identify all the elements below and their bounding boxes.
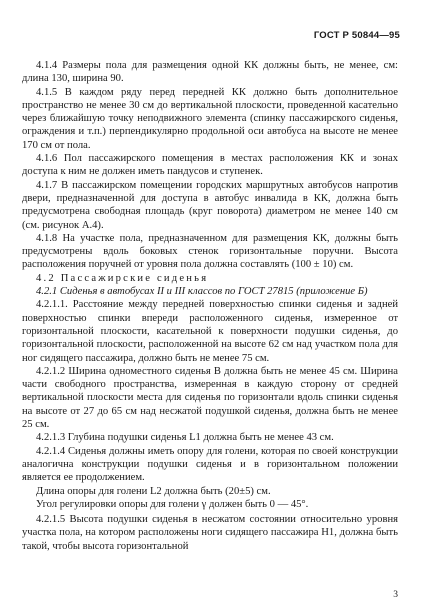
paragraph-leg-support-angle: Угол регулировки опоры для голени γ должен быть 0 — 45°. [36, 498, 309, 510]
paragraph-4-2-1-3: 4.2.1.3 Глубина подушки сиденья L1 должна быть не менее 43 см. [36, 432, 334, 444]
paragraph-4-2-1-5: 4.2.1.5 Высота подушки сиденья в несжатом состоянии относительно уровня участка пола, на котором расположены ноги сидящего пассажира H1, должна быть такой, чтобы высота горизонтальной [22, 514, 398, 552]
page-number: 3 [393, 590, 398, 600]
paragraph-4-1-5: 4.1.5 В каждом ряду перед передней КК должно быть дополнительное пространство не менее 30 см до вертикальной плоскости, проведенной касательно через ближайшую точку неподвижного элемента (спинку пассажирского сиденья, ограждения и т.п.) перпендикулярно продольной оси автобуса на высоте не менее 170 см от пола. [22, 86, 398, 151]
paragraph-4-1-8: 4.1.8 На участке пола, предназначенном для размещения КК, должны быть предусмотрены вдоль боковых стенок горизонтальные поручни. Высота расположения поручней от уровня пола должна составлять (100 ± 10) см. [22, 232, 398, 271]
paragraph-4-1-4: 4.1.4 Размеры пола для размещения одной КК должны быть, не менее, см: длина 130, ширина 90. [22, 60, 398, 85]
document-body [22, 59, 398, 553]
standard-header: ГОСТ Р 50844—95 [313, 30, 400, 41]
paragraph-4-2-1-4: 4.2.1.4 Сиденья должны иметь опору для голени, которая по своей конструкции аналогична конструкции подушки сиденья и в горизонтальном положении является ее продолжением. [22, 445, 398, 484]
paragraph-4-2-1-2: 4.2.1.2 Ширина одноместного сиденья B должна быть не менее 45 см. Ширина части свободного пространства, измеренная в каждую сторону от средней вертикальной плоскости места для сиденья по горизонтали вдоль спинки сиденья на высоте от 27 до 65 см над несжатой подушкой сиденья, должна быть не менее 25 см. [22, 365, 398, 431]
paragraph-4-2-1-1: 4.2.1.1. Расстояние между передней поверхностью спинки сиденья и задней поверхностью спинки впереди расположенного сиденья, измеренное от горизонтальной плоскости, касательной к поверхности подушки сиденья, до горизонтальной плоскости, расположенной на высоте 62 см над участком пола для ног сидящего пассажира, должно быть не менее 75 см. [22, 299, 398, 364]
paragraph-4-1-6: 4.1.6 Пол пассажирского помещения в местах расположения КК и зонах доступа к ним не должен иметь пандусов и ступенек. [22, 153, 398, 178]
section-heading-4-2: 4.2 Пассажирские сиденья [36, 272, 209, 284]
subsection-heading-4-2-1: 4.2.1 Сиденья в автобусах II и III классов по ГОСТ 27815 (приложение Б) [36, 286, 368, 298]
paragraph-4-1-7: 4.1.7 В пассажирском помещении городских маршрутных автобусов напротив двери, предназначенной для доступа в автобус инвалида в КК, должна быть предусмотрена свободная площадь (круг поворота) диаметром не менее 140 см (см. рисунок А.4). [22, 179, 398, 231]
paragraph-leg-support-length: Длина опоры для голени L2 должна быть (20±5) см. [36, 485, 271, 497]
